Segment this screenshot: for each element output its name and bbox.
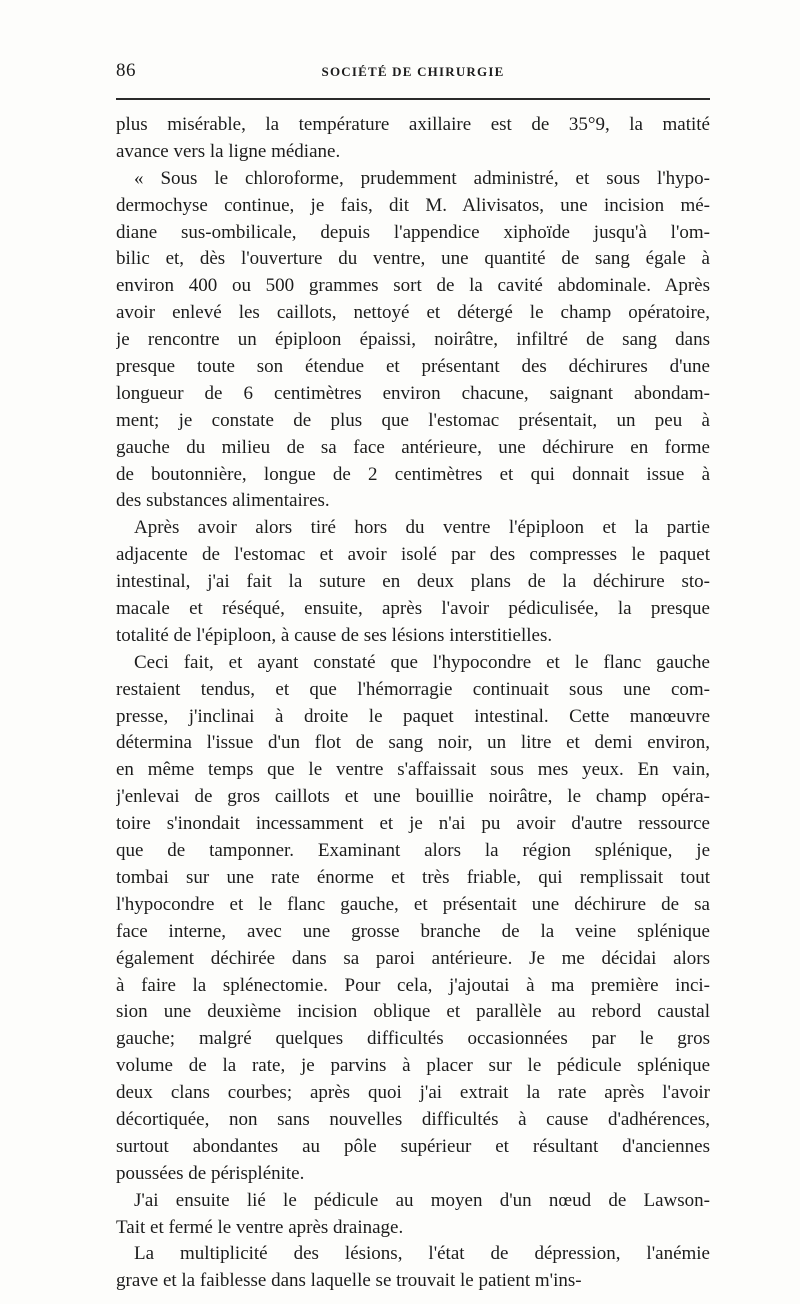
text-line: décortiquée, non sans nouvelles difficultés à cause d'adhérences,: [116, 1108, 710, 1130]
text-line: Tait et fermé le ventre après drainage.: [116, 1216, 404, 1238]
text-line: je rencontre un épiploon épaissi, noirâtre, infiltré de sang dans: [116, 329, 710, 351]
text-line: macale et réséqué, ensuite, après l'avoir pédiculisée, la presque: [116, 598, 710, 620]
text-line: plus misérable, la température axillaire est de 35°9, la matité: [116, 114, 710, 135]
paragraph: [116, 515, 710, 649]
paragraph: [116, 1188, 710, 1242]
text-line: J'ai ensuite lié le pédicule au moyen d'un nœud de Lawson-: [134, 1189, 710, 1211]
text-line: volume de la rate, je parvins à placer sur le pédicule splénique: [116, 1055, 710, 1077]
text-line: diane sus-ombilicale, depuis l'appendice xiphoïde jusqu'à l'om-: [116, 221, 710, 243]
text-line: grave et la faiblesse dans laquelle se trouvait le patient m'ins-: [116, 1270, 582, 1292]
text-line: ment; je constate de plus que l'estomac présentait, un peu à: [116, 409, 710, 431]
text-line: avoir enlevé les caillots, nettoyé et détergé le champ opératoire,: [116, 302, 710, 324]
text-line: gauche du milieu de sa face antérieure, une déchirure en forme: [116, 436, 710, 458]
text-line: l'hypocondre et le flanc gauche, et présentait une déchirure de sa: [116, 893, 710, 915]
paragraph: [116, 166, 710, 516]
text-line: avance vers la ligne médiane.: [116, 140, 341, 162]
text-line: dermochyse continue, je fais, dit M. Alivisatos, une incision mé-: [116, 194, 710, 216]
header-rule: [116, 98, 710, 100]
text-line: également déchirée dans sa paroi antérieure. Je me décidai alors: [116, 947, 710, 969]
running-head: SOCIÉTÉ DE CHIRURGIE: [321, 64, 505, 79]
text-line: à faire la splénectomie. Pour cela, j'ajoutai à ma première inci-: [116, 974, 710, 996]
text-line: totalité de l'épiploon, à cause de ses lésions interstitielles.: [116, 624, 553, 646]
text-line: des substances alimentaires.: [116, 490, 330, 512]
text-line: intestinal, j'ai fait la suture en deux plans de la déchirure sto-: [116, 571, 710, 593]
text-line: que de tamponner. Examinant alors la région splénique, je: [116, 840, 710, 862]
body-text: [116, 112, 710, 1295]
text-line: toire s'inondait incessamment et je n'ai pu avoir d'autre ressource: [116, 813, 710, 835]
paragraph: [116, 650, 710, 1188]
text-line: longueur de 6 centimètres environ chacune, saignant abondam-: [116, 382, 710, 404]
text-line: face interne, avec une grosse branche de la veine splénique: [116, 920, 710, 942]
text-line: bilic et, dès l'ouverture du ventre, une quantité de sang égale à: [116, 248, 710, 270]
text-line: gauche; malgré quelques difficultés occasionnées par le gros: [116, 1028, 710, 1050]
text-line: surtout abondantes au pôle supérieur et résultant d'anciennes: [116, 1135, 710, 1157]
page-header: [116, 58, 710, 88]
paragraph: [116, 1241, 710, 1295]
text-line: sion une deuxième incision oblique et parallèle au rebord caustal: [116, 1001, 710, 1023]
text-line: en même temps que le ventre s'affaissait sous mes yeux. En vain,: [116, 759, 710, 781]
text-line: Ceci fait, et ayant constaté que l'hypocondre et le flanc gauche: [134, 651, 710, 673]
text-line: deux clans courbes; après quoi j'ai extrait la rate après l'avoir: [116, 1082, 710, 1104]
page-number: 86: [116, 60, 136, 81]
text-line: détermina l'issue d'un flot de sang noir, un litre et demi environ,: [116, 732, 710, 754]
text-line: Après avoir alors tiré hors du ventre l'épiploon et la partie: [134, 517, 710, 539]
text-line: tombai sur une rate énorme et très friable, qui remplissait tout: [116, 866, 710, 888]
text-line: j'enlevai de gros caillots et une bouillie noirâtre, le champ opéra-: [116, 786, 710, 808]
text-line: de boutonnière, longue de 2 centimètres et qui donnait issue à: [116, 463, 710, 485]
paragraph: [116, 112, 710, 166]
text-line: presque toute son étendue et présentant des déchirures d'une: [116, 356, 710, 378]
text-line: La multiplicité des lésions, l'état de dépression, l'anémie: [134, 1243, 710, 1265]
text-line: presse, j'inclinai à droite le paquet intestinal. Cette manœuvre: [116, 705, 710, 727]
text-line: adjacente de l'estomac et avoir isolé par des compresses le paquet: [116, 544, 710, 566]
text-line: restaient tendus, et que l'hémorragie continuait sous une com-: [116, 678, 710, 700]
text-line: poussées de périsplénite.: [116, 1162, 305, 1184]
text-line: « Sous le chloroforme, prudemment administré, et sous l'hypo-: [134, 167, 710, 189]
text-line: environ 400 ou 500 grammes sort de la cavité abdominale. Après: [116, 275, 710, 297]
